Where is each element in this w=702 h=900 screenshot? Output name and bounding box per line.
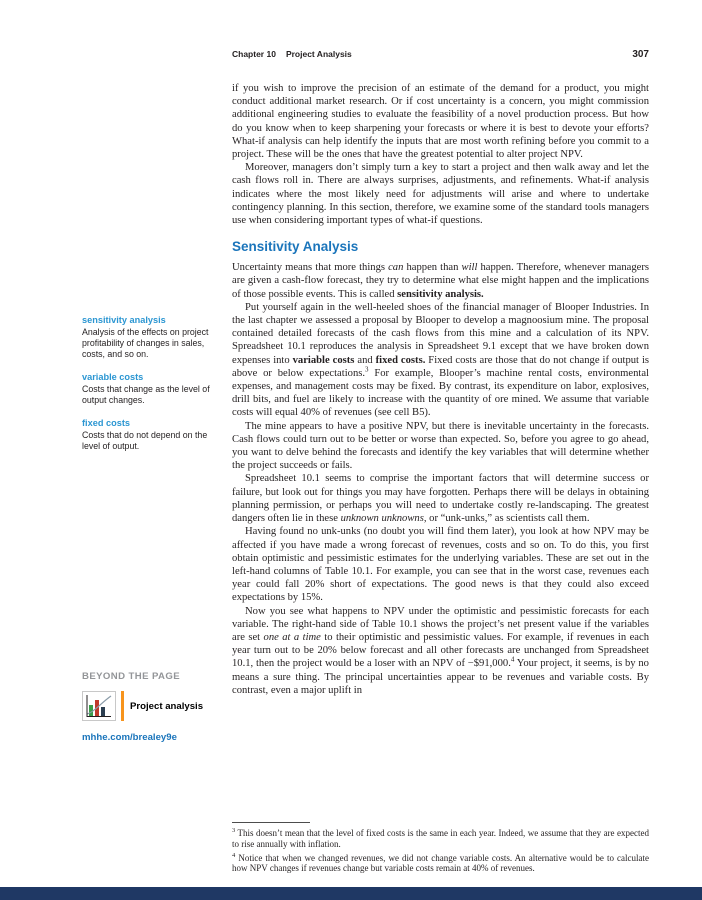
beyond-item-title: Project analysis bbox=[130, 700, 204, 712]
paragraph: The mine appears to have a positive NPV, but there is inevitable uncertainty in the forecasts. Cash flows could turn out to be better or worse than expected. So, before you agree to go ahead, you want to delve behind the forecasts and identify the key variables that will determine whether the project succeeds or fails. bbox=[232, 420, 649, 472]
margin-glossary bbox=[82, 315, 211, 464]
paragraph: if you wish to improve the precision of an estimate of the demand for a product, you might conduct additional market research. Or if cost uncertainty is a concern, you might commission additional engineering studies to evaluate the feasibility of a novel production process. But how do you know when to keep sharpening your forecasts or where it is best to devote your efforts? What-if analysis can help identify the inputs that are most worth refining before you commit to a project. These will be the ones that have the greatest potential to alter project NPV. bbox=[232, 83, 649, 161]
paragraph: Uncertainty means that more things can happen than will happen. Therefore, whenever managers are given a cash-flow forecast, they try to determine what else might happen and the implications of those possible events. This is called sensitivity analysis. bbox=[232, 262, 649, 300]
main-text-column bbox=[232, 82, 649, 697]
footnotes bbox=[232, 828, 649, 877]
section-heading: Sensitivity Analysis bbox=[232, 239, 359, 255]
running-header bbox=[232, 49, 649, 60]
paragraph: Spreadsheet 10.1 seems to comprise the important factors that will determine success or failure, but look out for things you may have forgotten. Perhaps there will be delays in obtaining planning permission, or perhaps you will need to undertake costly re-landscaping. The greatest dangers often lie in these unknown unknowns, or “unk-unks,” as scientists call them. bbox=[232, 473, 649, 525]
glossary-term: variable costs bbox=[82, 372, 144, 382]
page-footer-bar bbox=[0, 887, 702, 900]
footnote-divider bbox=[232, 822, 310, 823]
bar-chart-icon bbox=[82, 691, 116, 721]
glossary-definition: Analysis of the effects on project profitability of changes in sales, costs, and so on. bbox=[82, 327, 209, 359]
glossary-definition: Costs that change as the level of output changes. bbox=[82, 384, 210, 405]
glossary bbox=[82, 315, 211, 452]
footnote: $^3$ This doesn’t mean that the level of fixed costs is the same in each year. Indeed, we assume that they are expected to rise annually with inflation. bbox=[232, 827, 649, 849]
beyond-link[interactable]: mhhe.com/brealey9e bbox=[82, 732, 177, 743]
beyond-the-page-label: BEYOND THE PAGE bbox=[82, 671, 181, 682]
beyond-the-page bbox=[82, 671, 227, 745]
chapter-title: Project Analysis bbox=[285, 49, 352, 59]
glossary-term: sensitivity analysis bbox=[82, 315, 166, 325]
paragraphs-before bbox=[232, 82, 649, 227]
paragraph: Moreover, managers don’t simply turn a key to start a project and then walk away and let the cash flows roll in. There are always surprises, adjustments, and refinements. What-if analysis indicates where the most likely need for adjustments will arise and where to undertake contingency planning. In this section, therefore, we examine some of the standard tools managers use when considering important types of what-if questions. bbox=[232, 162, 649, 227]
page-number: 307 bbox=[632, 49, 649, 60]
chapter-label: Chapter 10 bbox=[232, 49, 276, 59]
paragraph: Now you see what happens to NPV under the optimistic and pessimistic forecasts for each variable. The right-hand side of Table 10.1 shows the project’s net present value if the variables are set one at a time to their optimistic and pessimistic values. For example, if revenues in each year turn out to be 20% below forecast and all other forecasts are unchanged from Spreadsheet 10.1, then the project would be a loser with an NPV of −$91,000.$^4$ Your project, it seems, is by no means a sure thing. The principal uncertainties appear to be revenues and variable costs. By contrast, even a major uplift in bbox=[232, 605, 649, 696]
glossary-term: fixed costs bbox=[82, 418, 130, 428]
footnote: $^4$ Notice that when we changed revenues, we did not change variable costs. An alternative would be to calculate how NPV changes if revenues change but variable costs remain at 40% of revenues. bbox=[232, 851, 649, 874]
paragraph: Having found no unk-unks (no doubt you will find them later), you look at how NPV may be affected if you have made a wrong forecast of revenues, costs and so on. To do this, you first obtain optimistic and pessimistic estimates for the underlying variables. These are set out in the left-hand columns of Table 10.1. For example, you can see that in the worst case, revenues each year could fall 20% short of expectations. The good news is that they could also exceed expectations by 15%. bbox=[232, 526, 649, 604]
accent-divider bbox=[121, 691, 124, 721]
glossary-definition: Costs that do not depend on the level of output. bbox=[82, 430, 208, 451]
paragraph: Put yourself again in the well-heeled shoes of the financial manager of Blooper Industries. In the last chapter we assessed a proposal by Blooper to develop a magnoosium mine. The proposal contained detailed forecasts of the cash flows from this mine and a calculation of its NPV. Spreadsheet 10.1 reproduces the analysis in Spreadsheet 9.1 except that we have broken down expenses into variable costs and fixed costs. Fixed costs are those that do not change if output is above or below expectations.$^3$ For example, Blooper’s machine rental costs, environmental expenses, and management costs may be fixed. By contrast, its expenditure on labor, explosives, drill bits, and fuel are likely to increase with the quantity of ore mined. We assume that variable costs will equal 40% of revenues (see cell B5). bbox=[232, 301, 650, 419]
paragraphs-after bbox=[232, 261, 649, 697]
beyond-the-page-item bbox=[82, 691, 227, 721]
